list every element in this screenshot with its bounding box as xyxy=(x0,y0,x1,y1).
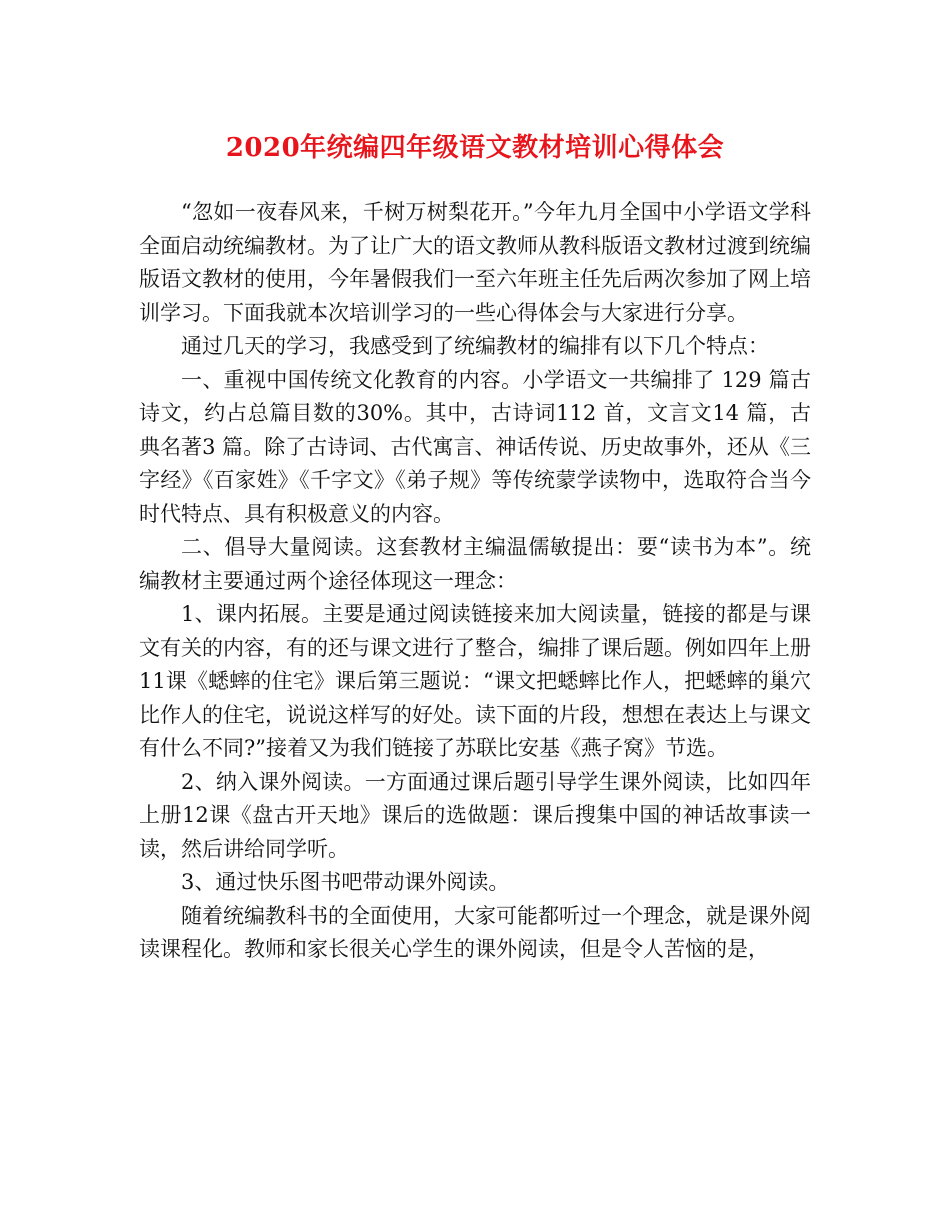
paragraph-sub-three: 3、通过快乐图书吧带动课外阅读。 xyxy=(181,870,510,894)
paragraph-sub-one: 1、课内拓展。主要是通过阅读链接来加大阅读量，链接的都是与课文有关的内容，有的还与课文进行了整合，编排了课后题。例如四年上册11课《蟋蟀的住宅》课后第三题说：“课文把蟋蟀比作人，把蟋蟀的巢穴比作人的住宅，说说这样写的好处。读下面的片段，想想在表达上与课文有什么不同?”接着又为我们链接了苏联比安基《燕子窝》节选。 xyxy=(139,602,811,760)
paragraph-closing: 随着统编教科书的全面使用，大家可能都听过一个理念，就是课外阅读课程化。教师和家长很关心学生的课外阅读，但是令人苦恼的是， xyxy=(139,903,811,961)
paragraph-point-one: 一、重视中国传统文化教育的内容。小学语文一共编排了 129 篇古诗文，约占总篇目数的30%。其中，古诗词112 首，文言文14 篇，古典名著3 篇。除了古诗词、古代寓言、神话传说、历史故事外，还从《三字经》《百家姓》《千字文》《弟子规》等传统蒙学读物中，选取符合当今时代特点、具有积极意义的内容。 xyxy=(139,367,811,526)
paragraph-intro: “忽如一夜春风来，千树万树梨花开。”今年九月全国中小学语文学科全面启动统编教材。为了让广大的语文教师从教科版语文教材过渡到统编版语文教材的使用，今年暑假我们一至六年班主任先后两次参加了网上培训学习。下面我就本次培训学习的一些心得体会与大家进行分享。 xyxy=(139,200,811,325)
document-body xyxy=(139,196,811,967)
document-title: 2020年统编四年级语文教材培训心得体会 xyxy=(225,133,725,163)
paragraph-point-two: 二、倡导大量阅读。这套教材主编温儒敏提出：要“读书为本”。统编教材主要通过两个途径体现这一理念： xyxy=(139,535,811,593)
paragraph-features-lead: 通过几天的学习，我感受到了统编教材的编排有以下几个特点： xyxy=(181,334,769,358)
paragraph-sub-two: 2、纳入课外阅读。一方面通过课后题引导学生课外阅读，比如四年上册12课《盘古开天地》课后的选做题：课后搜集中国的神话故事读一读，然后讲给同学听。 xyxy=(139,769,811,861)
